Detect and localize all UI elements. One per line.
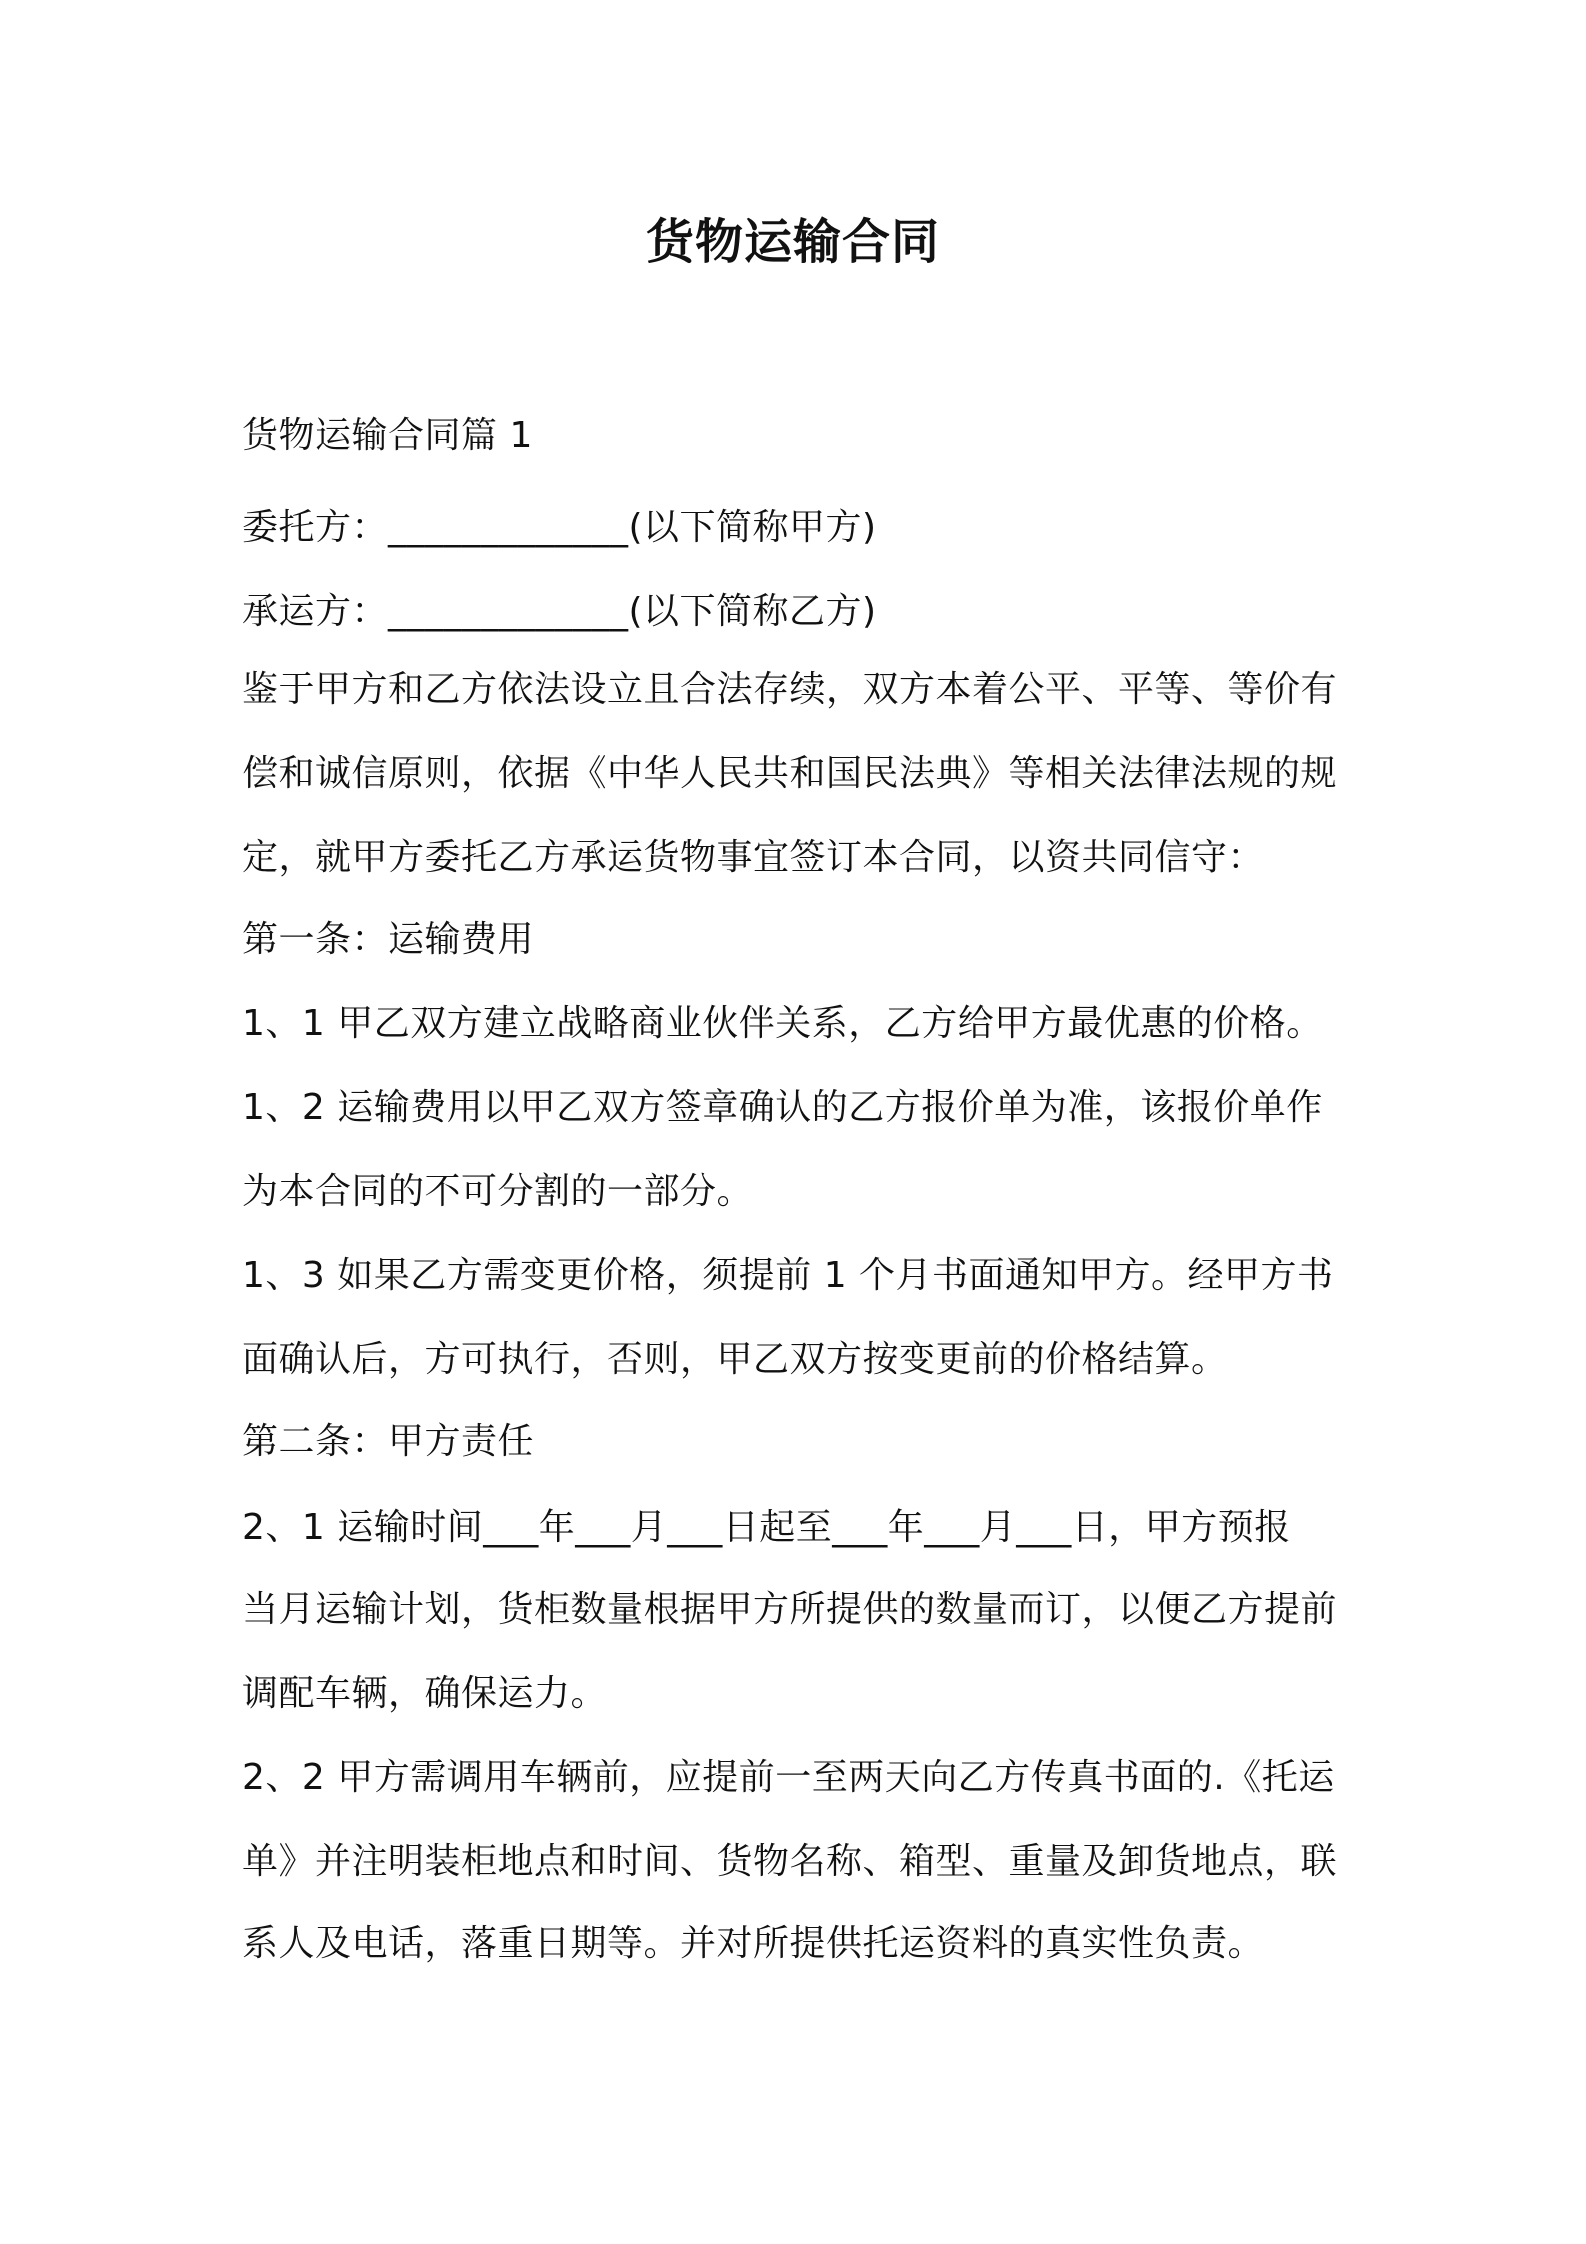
clause-line: 为本合同的不可分割的一部分。	[242, 1171, 754, 1212]
clause-line: 当月运输计划，货柜数量根据甲方所提供的数量而订，以便乙方提前	[242, 1589, 1338, 1630]
clause-line: 2、1 运输时间___年___月___日起至___年___月___日，甲方预报	[242, 1507, 1291, 1548]
clause-line: 调配车辆，确保运力。	[242, 1673, 608, 1714]
clause-line: 面确认后，方可执行，否则，甲乙双方按变更前的价格结算。	[242, 1339, 1228, 1380]
consignor-line: 委托方：_____________(以下简称甲方)	[242, 507, 877, 548]
paragraph-line: 偿和诚信原则，依据《中华人民共和国民法典》等相关法律法规的规	[242, 753, 1338, 794]
clause-line: 1、3 如果乙方需变更价格，须提前 1 个月书面通知甲方。经甲方书	[242, 1255, 1334, 1296]
clause-line: 1、1 甲乙双方建立战略商业伙伴关系，乙方给甲方最优惠的价格。	[242, 1003, 1323, 1044]
clause-line: 单》并注明装柜地点和时间、货物名称、箱型、重量及卸货地点，联	[242, 1841, 1338, 1882]
section-heading: 货物运输合同篇 1	[242, 415, 533, 456]
clause-line: 2、2 甲方需调用车辆前，应提前一至两天向乙方传真书面的.《托运	[242, 1757, 1335, 1798]
clause-line: 1、2 运输费用以甲乙双方签章确认的乙方报价单为准，该报价单作	[242, 1087, 1323, 1128]
clause-line: 系人及电话，落重日期等。并对所提供托运资料的真实性负责。	[242, 1923, 1265, 1964]
article-heading: 第二条：甲方责任	[242, 1421, 535, 1462]
document-title: 货物运输合同	[645, 214, 940, 270]
paragraph-line: 定，就甲方委托乙方承运货物事宜签订本合同，以资共同信守：	[242, 837, 1265, 878]
paragraph-line: 鉴于甲方和乙方依法设立且合法存续，双方本着公平、平等、等价有	[242, 669, 1338, 710]
article-heading: 第一条：运输费用	[242, 919, 535, 960]
carrier-line: 承运方：_____________(以下简称乙方)	[242, 591, 877, 632]
